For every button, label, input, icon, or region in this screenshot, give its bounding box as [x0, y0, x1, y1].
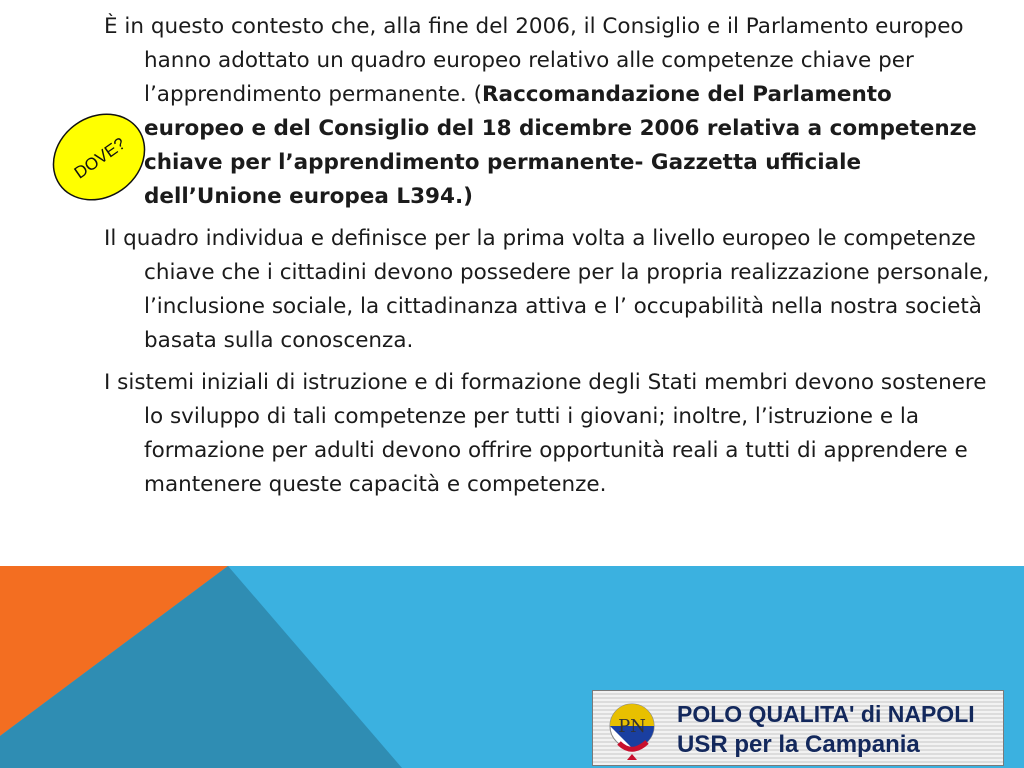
dove-badge — [45, 107, 153, 207]
polo-qualita-logo — [592, 690, 1004, 766]
paragraph-1 — [104, 10, 999, 214]
svg-text:PN: PN — [618, 716, 646, 737]
polo-emblem-icon — [599, 696, 665, 762]
paragraph-2: Il quadro individua e definisce per la prima volta a livello europeo le competenze chiave che i cittadini devono possedere per la propria realizzazione personale, l’inclusione sociale, la cittadinanza attiva e l’ occupabilità nella nostra società basata sulla conoscenza. — [104, 226, 990, 353]
slide-text — [104, 10, 999, 510]
logo-line-1: POLO QUALITA' di NAPOLI — [677, 701, 975, 727]
paragraph-1-text: È in questo contesto che, alla fine del 2006, il Consiglio e il Parlamento europeo hanno adottato un quadro europeo relativo alle competenze chiave per l’apprendimento permanente. ( — [104, 14, 964, 107]
logo-line-2: USR per la Campania — [677, 731, 920, 758]
paragraph-1-citation: Raccomandazione del Parlamento europeo e del Consiglio del 18 dicembre 2006 relativa a competenze chiave per l’apprendimento permanente- Gazzetta ufficiale dell’Unione europea L394.) — [144, 82, 977, 209]
paragraph-3: I sistemi iniziali di istruzione e di formazione degli Stati membri devono sostenere lo sviluppo di tali competenze per tutti i giovani; inoltre, l’istruzione e la formazione per adulti devono offrire opportunità reali a tutti di apprendere e mantenere queste capacità e competenze. — [104, 370, 987, 497]
badge-label: DOVE? — [70, 133, 129, 183]
